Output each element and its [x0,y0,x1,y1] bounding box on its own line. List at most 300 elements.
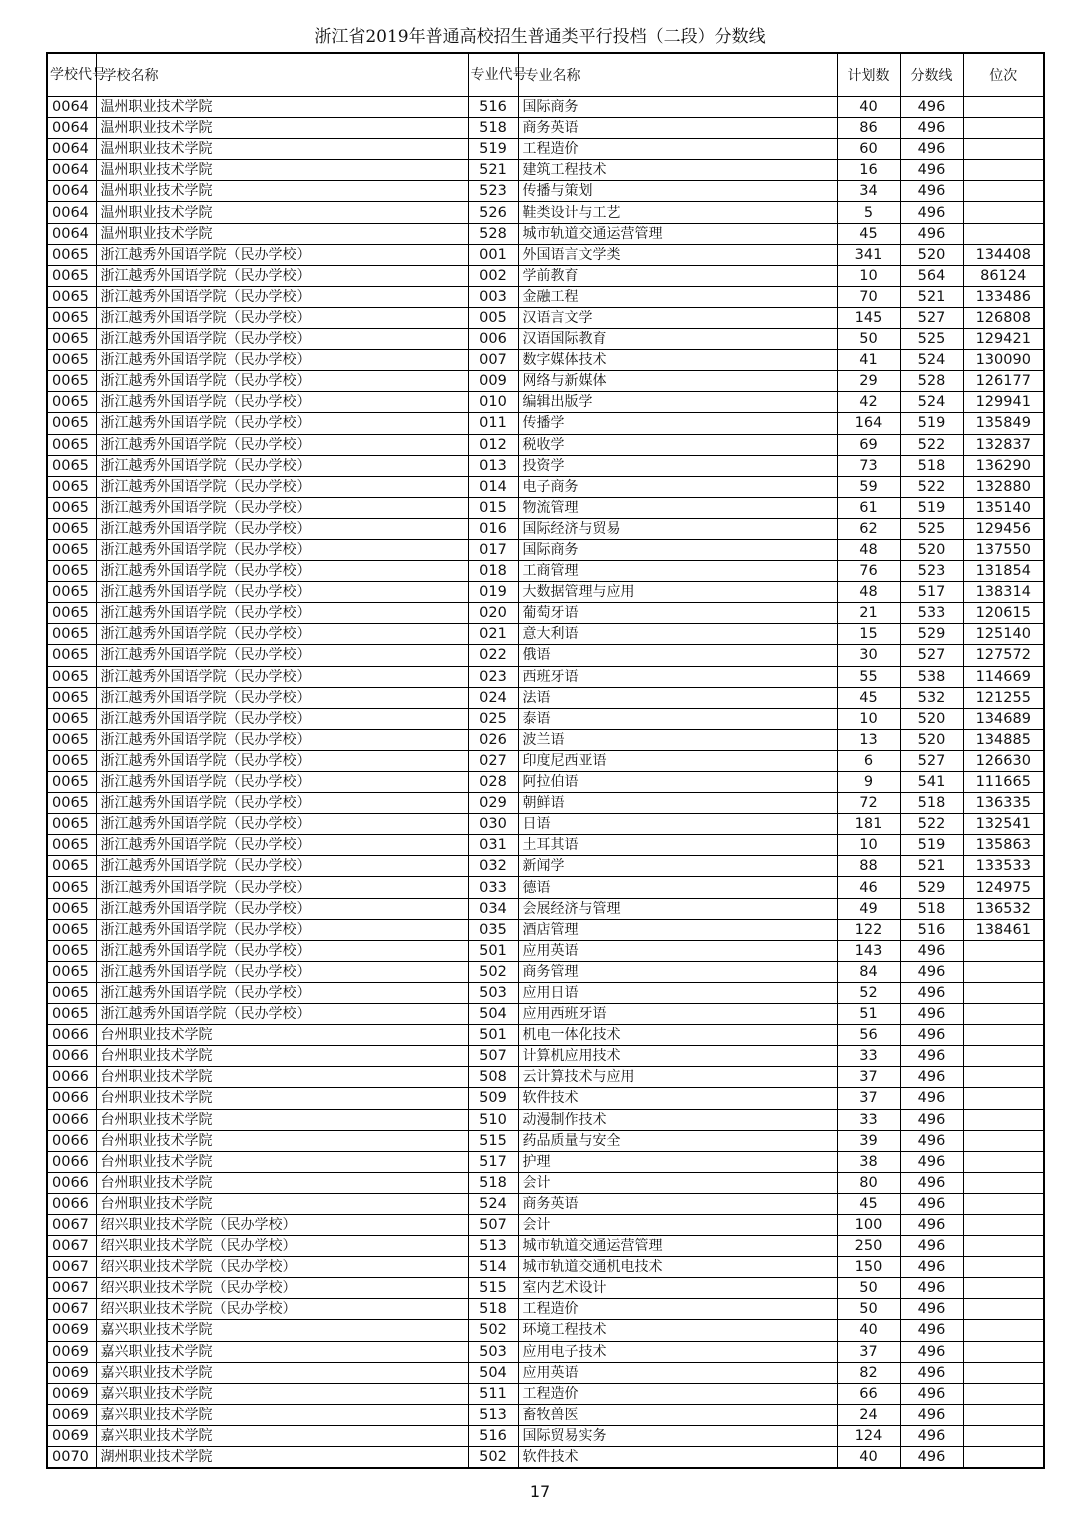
score-cell: 496 [900,1151,963,1172]
plan-cell: 73 [837,455,900,476]
score-cell: 496 [900,1004,963,1025]
school-name-cell: 绍兴职业技术学院（民办学校） [96,1278,468,1299]
school-name-cell: 温州职业技术学院 [96,181,468,202]
rank-cell [963,1172,1044,1193]
score-cell: 517 [900,582,963,603]
major-code-cell: 015 [468,497,518,518]
school-name-cell: 台州职业技术学院 [96,1130,468,1151]
rank-cell: 135863 [963,835,1044,856]
school-name-cell: 浙江越秀外国语学院（民办学校） [96,265,468,286]
school-code-cell: 0065 [47,961,96,982]
major-code-cell: 029 [468,793,518,814]
plan-cell: 61 [837,497,900,518]
rank-cell [963,1257,1044,1278]
table-row [47,265,1044,286]
major-code-cell: 519 [468,139,518,160]
score-cell: 519 [900,497,963,518]
score-cell: 496 [900,1425,963,1446]
plan-cell: 84 [837,961,900,982]
school-name-cell: 浙江越秀外国语学院（民办学校） [96,898,468,919]
major-code-cell: 031 [468,835,518,856]
plan-cell: 21 [837,603,900,624]
score-cell: 496 [900,1320,963,1341]
school-name-cell: 台州职业技术学院 [96,1067,468,1088]
rank-cell: 136532 [963,898,1044,919]
plan-cell: 37 [837,1067,900,1088]
school-code-cell: 0066 [47,1067,96,1088]
major-code-cell: 518 [468,118,518,139]
score-cell: 525 [900,329,963,350]
table-row [47,1004,1044,1025]
plan-cell: 34 [837,181,900,202]
school-code-cell: 0066 [47,1130,96,1151]
major-code-cell: 016 [468,518,518,539]
school-name-cell: 浙江越秀外国语学院（民办学校） [96,582,468,603]
school-name-cell: 浙江越秀外国语学院（民办学校） [96,455,468,476]
school-code-cell: 0065 [47,413,96,434]
school-code-cell: 0069 [47,1362,96,1383]
rank-cell: 126177 [963,371,1044,392]
major-name-cell: 药品质量与安全 [518,1130,837,1151]
plan-cell: 16 [837,160,900,181]
rank-cell: 136335 [963,793,1044,814]
major-code-cell: 024 [468,687,518,708]
rank-cell: 125140 [963,624,1044,645]
school-name-cell: 温州职业技术学院 [96,139,468,160]
major-code-cell: 026 [468,729,518,750]
table-row [47,835,1044,856]
table-row [47,350,1044,371]
table-row [47,518,1044,539]
major-code-cell: 514 [468,1257,518,1278]
rank-cell [963,1067,1044,1088]
school-name-cell: 浙江越秀外国语学院（民办学校） [96,750,468,771]
table-row [47,877,1044,898]
school-code-cell: 0065 [47,687,96,708]
school-code-cell: 0067 [47,1278,96,1299]
school-name-cell: 绍兴职业技术学院（民办学校） [96,1214,468,1235]
school-name-cell: 浙江越秀外国语学院（民办学校） [96,835,468,856]
school-name-cell: 浙江越秀外国语学院（民办学校） [96,518,468,539]
major-name-cell: 建筑工程技术 [518,160,837,181]
score-cell: 496 [900,1383,963,1404]
major-name-cell: 传播与策划 [518,181,837,202]
major-name-cell: 金融工程 [518,286,837,307]
school-name-cell: 嘉兴职业技术学院 [96,1404,468,1425]
rank-cell: 124975 [963,877,1044,898]
table-header-row [47,53,1044,97]
major-code-cell: 028 [468,772,518,793]
school-code-cell: 0065 [47,772,96,793]
major-code-cell: 022 [468,645,518,666]
school-code-cell: 0065 [47,940,96,961]
school-code-cell: 0065 [47,434,96,455]
major-code-cell: 023 [468,666,518,687]
school-name-cell: 台州职业技术学院 [96,1151,468,1172]
score-cell: 520 [900,244,963,265]
major-code-cell: 011 [468,413,518,434]
major-name-cell: 计算机应用技术 [518,1046,837,1067]
score-cell: 529 [900,624,963,645]
table-row [47,1257,1044,1278]
school-name-cell: 浙江越秀外国语学院（民办学校） [96,877,468,898]
rank-cell [963,1004,1044,1025]
plan-cell: 62 [837,518,900,539]
major-code-cell: 005 [468,307,518,328]
plan-cell: 10 [837,708,900,729]
major-code-cell: 523 [468,181,518,202]
major-code-cell: 503 [468,982,518,1003]
major-code-cell: 513 [468,1404,518,1425]
rank-cell: 129941 [963,392,1044,413]
admission-score-table [46,52,1045,1469]
score-cell: 525 [900,518,963,539]
major-name-cell: 云计算技术与应用 [518,1067,837,1088]
major-name-cell: 环境工程技术 [518,1320,837,1341]
table-row [47,1341,1044,1362]
rank-cell [963,1383,1044,1404]
table-row [47,814,1044,835]
plan-cell: 80 [837,1172,900,1193]
school-code-cell: 0070 [47,1447,96,1469]
major-code-cell: 509 [468,1088,518,1109]
plan-cell: 145 [837,307,900,328]
rank-cell [963,223,1044,244]
rank-cell [963,961,1044,982]
school-code-cell: 0064 [47,97,96,118]
table-row [47,392,1044,413]
school-code-cell: 0064 [47,202,96,223]
school-name-cell: 湖州职业技术学院 [96,1447,468,1469]
plan-cell: 59 [837,476,900,497]
score-cell: 496 [900,1193,963,1214]
major-name-cell: 网络与新媒体 [518,371,837,392]
score-cell: 496 [900,1025,963,1046]
table-row [47,1025,1044,1046]
school-name-cell: 浙江越秀外国语学院（民办学校） [96,687,468,708]
page-title: 浙江省2019年普通高校招生普通类平行投档（二段）分数线 [314,27,766,47]
school-code-cell: 0064 [47,118,96,139]
school-name-cell: 浙江越秀外国语学院（民办学校） [96,961,468,982]
rank-cell: 120615 [963,603,1044,624]
major-name-cell: 城市轨道交通机电技术 [518,1257,837,1278]
school-code-cell: 0065 [47,539,96,560]
plan-cell: 143 [837,940,900,961]
major-code-cell: 502 [468,1320,518,1341]
school-code-cell: 0065 [47,476,96,497]
table-row [47,286,1044,307]
rank-cell [963,1320,1044,1341]
school-code-cell: 0065 [47,350,96,371]
score-cell: 520 [900,729,963,750]
table-row [47,1299,1044,1320]
plan-cell: 82 [837,1362,900,1383]
school-code-cell: 0065 [47,265,96,286]
table-row [47,772,1044,793]
major-code-cell: 503 [468,1341,518,1362]
plan-cell: 37 [837,1341,900,1362]
rank-cell: 121255 [963,687,1044,708]
school-name-cell: 温州职业技术学院 [96,223,468,244]
rank-cell [963,940,1044,961]
rank-cell [963,1404,1044,1425]
plan-cell: 9 [837,772,900,793]
school-name-cell: 浙江越秀外国语学院（民办学校） [96,793,468,814]
rank-cell [963,1299,1044,1320]
header-score: 分数线 [900,53,963,97]
major-code-cell: 020 [468,603,518,624]
school-name-cell: 浙江越秀外国语学院（民办学校） [96,772,468,793]
school-code-cell: 0065 [47,856,96,877]
table-row [47,413,1044,434]
plan-cell: 39 [837,1130,900,1151]
major-code-cell: 018 [468,561,518,582]
rank-cell: 138314 [963,582,1044,603]
rank-cell [963,1341,1044,1362]
table-row [47,793,1044,814]
score-cell: 523 [900,561,963,582]
school-name-cell: 嘉兴职业技术学院 [96,1425,468,1446]
rank-cell [963,202,1044,223]
plan-cell: 45 [837,687,900,708]
score-cell: 496 [900,1447,963,1469]
school-code-cell: 0065 [47,645,96,666]
table-row [47,329,1044,350]
table-row [47,687,1044,708]
rank-cell [963,118,1044,139]
score-cell: 496 [900,223,963,244]
plan-cell: 88 [837,856,900,877]
plan-cell: 30 [837,645,900,666]
major-name-cell: 数字媒体技术 [518,350,837,371]
major-code-cell: 033 [468,877,518,898]
score-cell: 518 [900,793,963,814]
major-name-cell: 学前教育 [518,265,837,286]
school-name-cell: 浙江越秀外国语学院（民办学校） [96,708,468,729]
rank-cell [963,1278,1044,1299]
plan-cell: 164 [837,413,900,434]
major-code-cell: 014 [468,476,518,497]
table-body [47,97,1044,1469]
table-row [47,750,1044,771]
major-code-cell: 501 [468,1025,518,1046]
major-name-cell: 日语 [518,814,837,835]
table-row [47,160,1044,181]
major-code-cell: 516 [468,97,518,118]
table-row [47,1046,1044,1067]
rank-cell [963,1025,1044,1046]
rank-cell: 130090 [963,350,1044,371]
school-code-cell: 0065 [47,244,96,265]
major-name-cell: 电子商务 [518,476,837,497]
plan-cell: 33 [837,1046,900,1067]
plan-cell: 86 [837,118,900,139]
plan-cell: 76 [837,561,900,582]
plan-cell: 66 [837,1383,900,1404]
plan-cell: 5 [837,202,900,223]
school-code-cell: 0066 [47,1046,96,1067]
major-name-cell: 鞋类设计与工艺 [518,202,837,223]
score-cell: 519 [900,413,963,434]
rank-cell [963,1425,1044,1446]
school-code-cell: 0066 [47,1109,96,1130]
plan-cell: 60 [837,139,900,160]
school-name-cell: 浙江越秀外国语学院（民办学校） [96,919,468,940]
table-row [47,940,1044,961]
score-cell: 528 [900,371,963,392]
major-name-cell: 国际商务 [518,539,837,560]
school-name-cell: 台州职业技术学院 [96,1046,468,1067]
school-code-cell: 0065 [47,898,96,919]
plan-cell: 38 [837,1151,900,1172]
school-code-cell: 0065 [47,666,96,687]
major-name-cell: 护理 [518,1151,837,1172]
score-cell: 496 [900,1172,963,1193]
school-code-cell: 0064 [47,139,96,160]
rank-cell: 132837 [963,434,1044,455]
plan-cell: 10 [837,835,900,856]
plan-cell: 150 [837,1257,900,1278]
school-name-cell: 浙江越秀外国语学院（民办学校） [96,286,468,307]
table-row [47,603,1044,624]
table-row [47,1193,1044,1214]
major-code-cell: 510 [468,1109,518,1130]
major-name-cell: 物流管理 [518,497,837,518]
header-plan: 计划数 [837,53,900,97]
major-name-cell: 外国语言文学类 [518,244,837,265]
rank-cell: 136290 [963,455,1044,476]
school-code-cell: 0066 [47,1172,96,1193]
school-code-cell: 0065 [47,561,96,582]
score-cell: 496 [900,1257,963,1278]
school-code-cell: 0066 [47,1151,96,1172]
school-name-cell: 浙江越秀外国语学院（民办学校） [96,371,468,392]
rank-cell: 86124 [963,265,1044,286]
rank-cell: 135849 [963,413,1044,434]
major-code-cell: 528 [468,223,518,244]
score-cell: 496 [900,961,963,982]
major-name-cell: 意大利语 [518,624,837,645]
plan-cell: 29 [837,371,900,392]
score-cell: 496 [900,1341,963,1362]
plan-cell: 40 [837,1320,900,1341]
plan-cell: 72 [837,793,900,814]
score-cell: 496 [900,1088,963,1109]
school-code-cell: 0066 [47,1088,96,1109]
rank-cell: 134885 [963,729,1044,750]
school-name-cell: 浙江越秀外国语学院（民办学校） [96,856,468,877]
rank-cell: 126630 [963,750,1044,771]
rank-cell [963,1109,1044,1130]
major-code-cell: 517 [468,1151,518,1172]
table-row [47,961,1044,982]
plan-cell: 40 [837,1447,900,1469]
school-name-cell: 温州职业技术学院 [96,202,468,223]
school-name-cell: 浙江越秀外国语学院（民办学校） [96,497,468,518]
plan-cell: 10 [837,265,900,286]
major-code-cell: 021 [468,624,518,645]
major-code-cell: 034 [468,898,518,919]
school-code-cell: 0065 [47,793,96,814]
plan-cell: 52 [837,982,900,1003]
major-code-cell: 515 [468,1130,518,1151]
plan-cell: 45 [837,1193,900,1214]
major-name-cell: 应用西班牙语 [518,1004,837,1025]
plan-cell: 13 [837,729,900,750]
table-row [47,455,1044,476]
rank-cell: 114669 [963,666,1044,687]
score-cell: 527 [900,307,963,328]
table-row [47,1109,1044,1130]
plan-cell: 33 [837,1109,900,1130]
school-name-cell: 浙江越秀外国语学院（民办学校） [96,434,468,455]
major-name-cell: 软件技术 [518,1088,837,1109]
major-name-cell: 泰语 [518,708,837,729]
plan-cell: 341 [837,244,900,265]
school-code-cell: 0065 [47,919,96,940]
major-name-cell: 工程造价 [518,1383,837,1404]
major-name-cell: 应用英语 [518,1362,837,1383]
score-cell: 496 [900,181,963,202]
table-row [47,139,1044,160]
table-row [47,645,1044,666]
major-name-cell: 畜牧兽医 [518,1404,837,1425]
school-name-cell: 嘉兴职业技术学院 [96,1383,468,1404]
school-code-cell: 0065 [47,497,96,518]
school-name-cell: 浙江越秀外国语学院（民办学校） [96,666,468,687]
major-code-cell: 013 [468,455,518,476]
school-name-cell: 浙江越秀外国语学院（民办学校） [96,645,468,666]
major-name-cell: 俄语 [518,645,837,666]
score-cell: 524 [900,392,963,413]
rank-cell [963,1214,1044,1235]
major-name-cell: 新闻学 [518,856,837,877]
school-code-cell: 0065 [47,307,96,328]
school-code-cell: 0065 [47,835,96,856]
school-name-cell: 浙江越秀外国语学院（民办学校） [96,329,468,350]
school-code-cell: 0064 [47,160,96,181]
major-name-cell: 应用英语 [518,940,837,961]
table-row [47,497,1044,518]
major-code-cell: 518 [468,1172,518,1193]
school-code-cell: 0067 [47,1214,96,1235]
table-row [47,856,1044,877]
major-code-cell: 003 [468,286,518,307]
major-name-cell: 应用日语 [518,982,837,1003]
plan-cell: 46 [837,877,900,898]
major-name-cell: 德语 [518,877,837,898]
major-code-cell: 009 [468,371,518,392]
score-cell: 496 [900,1130,963,1151]
major-name-cell: 国际商务 [518,97,837,118]
header-major-name: 专业名称 [518,53,837,97]
school-name-cell: 浙江越秀外国语学院（民办学校） [96,624,468,645]
major-code-cell: 521 [468,160,518,181]
plan-cell: 45 [837,223,900,244]
score-cell: 496 [900,982,963,1003]
major-code-cell: 507 [468,1046,518,1067]
rank-cell [963,1046,1044,1067]
major-name-cell: 室内艺术设计 [518,1278,837,1299]
plan-cell: 55 [837,666,900,687]
plan-cell: 122 [837,919,900,940]
major-code-cell: 035 [468,919,518,940]
school-name-cell: 浙江越秀外国语学院（民办学校） [96,1004,468,1025]
rank-cell: 133533 [963,856,1044,877]
major-name-cell: 印度尼西亚语 [518,750,837,771]
score-cell: 524 [900,350,963,371]
school-code-cell: 0065 [47,582,96,603]
